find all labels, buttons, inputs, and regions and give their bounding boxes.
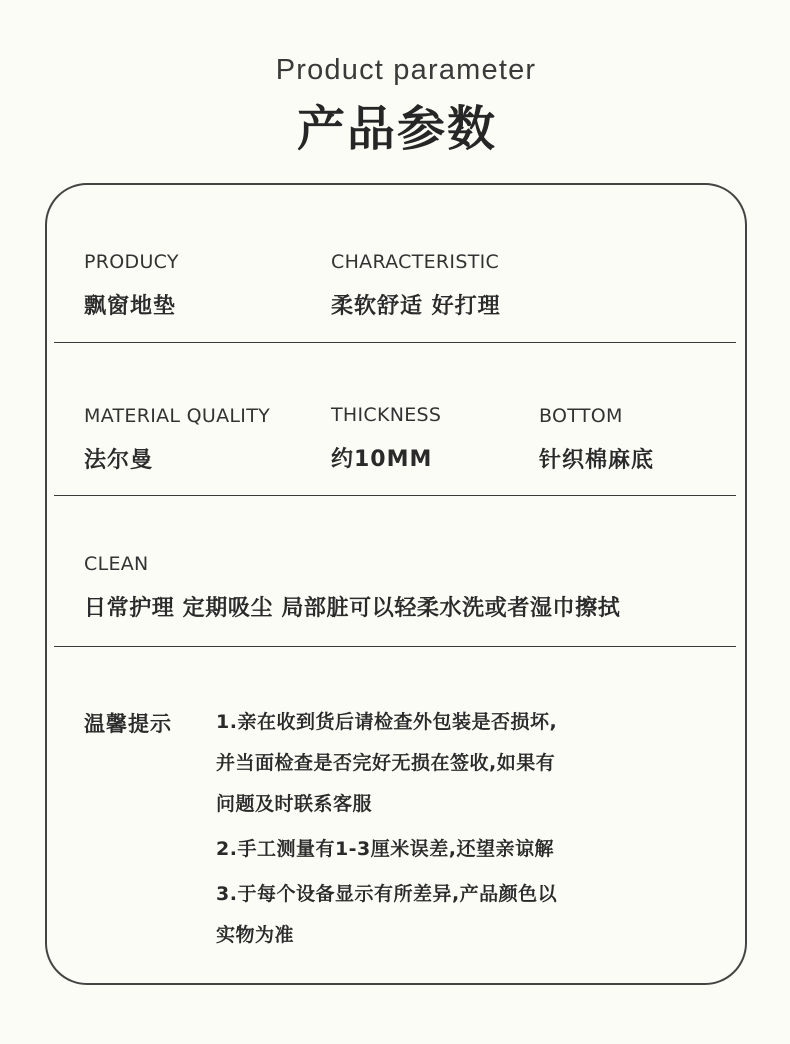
characteristic-label: CHARACTERISTIC (331, 251, 500, 273)
tip-line: 问题及时联系客服 (216, 793, 373, 815)
tips-list (216, 704, 676, 958)
product-label: PRODUCY (84, 251, 179, 273)
divider (54, 495, 736, 496)
bottom-label: BOTTOM (539, 405, 623, 427)
thickness-label: THICKNESS (331, 404, 442, 426)
divider (54, 342, 736, 343)
product-value: 飘窗地垫 (84, 294, 177, 319)
clean-label: CLEAN (84, 553, 149, 575)
page-title: 产品参数 (296, 101, 497, 157)
bottom-value: 针织棉麻底 (539, 448, 655, 473)
tip-line: 并当面检查是否完好无损在签收,如果有 (216, 752, 556, 774)
tip-line: 实物为准 (216, 924, 295, 946)
clean-value: 日常护理 定期吸尘 局部脏可以轻柔水洗或者湿巾擦拭 (84, 596, 621, 621)
tip-line: 2.手工测量有1-3厘米误差,还望亲谅解 (216, 838, 554, 860)
tips-title: 温馨提示 (84, 712, 172, 736)
tip-line: 1.亲在收到货后请检查外包装是否损坏, (216, 711, 558, 733)
divider (54, 646, 736, 647)
material-value: 法尔曼 (84, 448, 154, 473)
thickness-value: 约10MM (331, 447, 433, 472)
tip-line: 3.于每个设备显示有所差异,产品颜色以 (216, 883, 558, 905)
material-label: MATERIAL QUALITY (84, 405, 271, 427)
page-title-english: Product parameter (275, 54, 537, 86)
characteristic-value: 柔软舒适 好打理 (331, 294, 501, 319)
